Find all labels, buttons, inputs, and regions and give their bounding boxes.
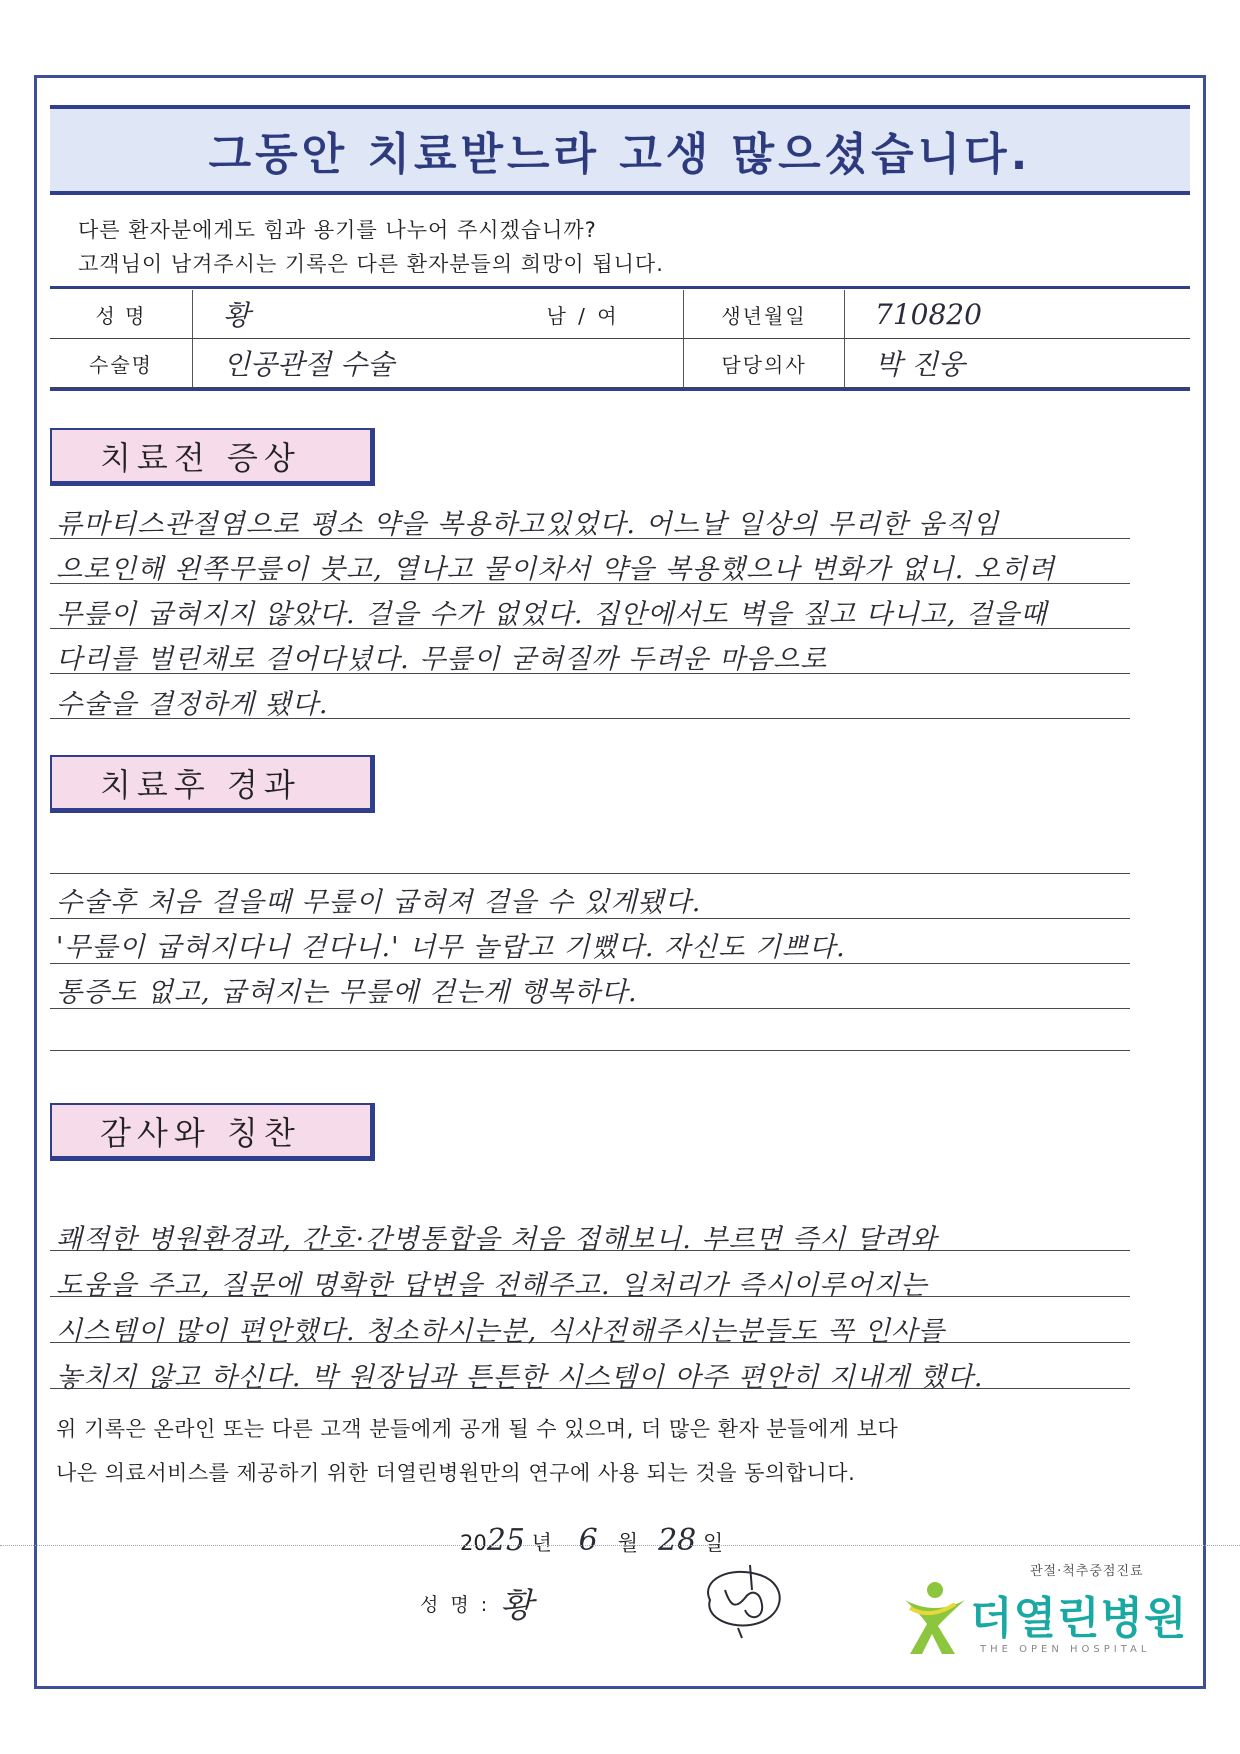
section-thanks-title: 감사와 칭찬	[100, 1113, 301, 1152]
consent-line-1: 위 기록은 온라인 또는 다른 고객 분들에게 공개 될 수 있으며, 더 많은 환자 분들에게 보다	[56, 1417, 899, 1441]
date-year-prefix: 20	[460, 1531, 487, 1555]
patient-info-table	[50, 290, 1190, 388]
after-line-2: '무릎이 굽혀지다니 걷다니.' 너무 놀랍고 기뻤다. 자신도 기쁘다.	[56, 932, 846, 963]
logo-tagline: 관절·척추중점진료	[1030, 1564, 1144, 1579]
intro-line-1: 다른 환자분에게도 힘과 용기를 나누어 주시겠습니까?	[78, 218, 597, 242]
consent-line-2: 나은 의료서비스를 제공하기 위한 더열린병원만의 연구에 사용 되는 것을 동의합니다.	[56, 1461, 856, 1485]
surgery-value: 인공관절 수술	[193, 339, 684, 388]
before-line-4: 다리를 벌린채로 걸어다녔다. 무릎이 굳혀질까 두려운 마음으로	[56, 644, 828, 675]
doctor-label: 담당의사	[684, 339, 845, 388]
date-day-label: 일	[702, 1531, 724, 1555]
before-line-1: 류마티스관절염으로 평소 약을 복용하고있었다. 어느날 일상의 무리한 움직임	[56, 509, 1000, 540]
date-month-label: 월	[617, 1531, 639, 1555]
title-banner	[50, 105, 1190, 195]
surgery-label: 수술명	[50, 339, 193, 388]
ruled-line	[50, 1050, 1130, 1051]
name-label: 성 명	[50, 290, 193, 339]
page-title: 그동안 치료받느라 고생 많으셨습니다.	[208, 129, 1032, 180]
before-line-3: 무릎이 굽혀지지 않았다. 걸을 수가 없었다. 집안에서도 벽을 짚고 다니고, 걸을때	[56, 599, 1048, 630]
doctor-value: 박 진웅	[845, 339, 1191, 388]
intro-line-2: 고객님이 남겨주시는 기록은 다른 환자분들의 희망이 됩니다.	[78, 252, 664, 276]
logo-subtitle: THE OPEN HOSPITAL	[980, 1644, 1151, 1655]
birth-label: 생년월일	[684, 290, 845, 339]
date-day-handwritten: 28	[658, 1523, 697, 1558]
section-after-tab	[50, 755, 375, 813]
before-line-2: 으로인해 왼쪽무릎이 붓고, 열나고 물이차서 약을 복용했으나 변화가 없니. 오히려	[56, 554, 1056, 585]
thanks-line-2: 도움을 주고, 질문에 명확한 답변을 전해주고. 일처리가 즉시이루어지는	[56, 1270, 928, 1301]
date-line	[460, 1523, 723, 1558]
section-before-tab	[50, 428, 375, 486]
info-top-rule	[50, 286, 1190, 289]
thanks-line-3: 시스템이 많이 편안했다. 청소하시는분, 식사전해주시는분들도 꼭 인사를	[56, 1316, 946, 1347]
date-year-handwritten: 25	[486, 1523, 525, 1558]
ruled-line	[50, 873, 1130, 874]
name-value: 황	[193, 290, 484, 339]
signature-label: 성 명 :	[420, 1594, 491, 1616]
logo-name: 더열린병원	[970, 1593, 1188, 1644]
handwritten-signature	[690, 1560, 800, 1640]
before-line-5: 수술을 결정하게 됐다.	[56, 689, 329, 720]
date-year-label: 년	[531, 1531, 552, 1555]
person-logo-icon	[900, 1578, 970, 1658]
thanks-line-4: 놓치지 않고 하신다. 박 원장님과 튼튼한 시스템이 아주 편안히 지내게 했다.	[56, 1362, 984, 1393]
dotted-divider	[0, 1545, 1240, 1546]
thanks-line-1: 쾌적한 병원환경과, 간호·간병통합을 처음 접해보니. 부르면 즉시 달려와	[56, 1224, 938, 1255]
section-before-title: 치료전 증상	[100, 438, 301, 477]
section-after-title: 치료후 경과	[100, 765, 301, 804]
date-month-handwritten: 6	[578, 1523, 598, 1558]
gender-label: 남 / 여	[483, 290, 684, 339]
info-bottom-rule	[50, 388, 1190, 391]
birth-value: 710820	[845, 290, 1191, 339]
hospital-logo	[900, 1560, 1190, 1670]
section-thanks-tab	[50, 1103, 375, 1161]
after-line-1: 수술후 처음 걸을때 무릎이 굽혀져 걸을 수 있게됐다.	[56, 887, 702, 918]
after-line-3: 통증도 없고, 굽혀지는 무릎에 걷는게 행복하다.	[56, 977, 638, 1008]
signature-name: 황	[500, 1586, 533, 1626]
